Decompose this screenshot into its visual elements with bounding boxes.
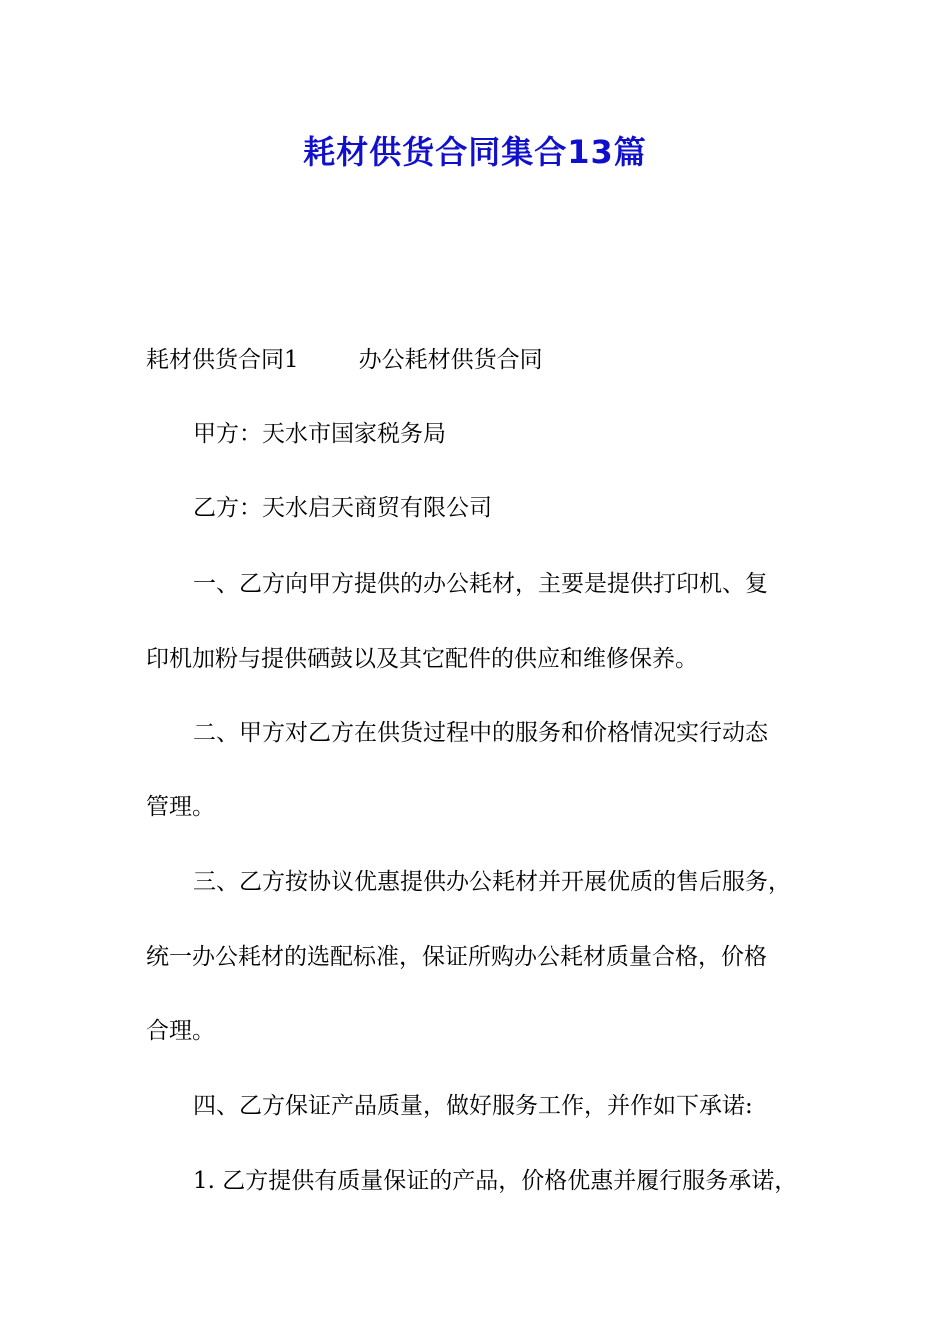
clause-1-line-1: 一、乙方向甲方提供的办公耗材，主要是提供打印机、复 [193,571,768,597]
party-b: 乙方：天水启天商贸有限公司 [193,495,492,521]
contract-name: 办公耗材供货合同 [358,347,543,373]
clause-1-line-2: 印机加粉与提供硒鼓以及其它配件的供应和维修保养。 [146,646,698,672]
clause-3-line-2: 统一办公耗材的选配标准，保证所购办公耗材质量合格，价格 [146,944,767,970]
clause-3-line-1: 三、乙方按协议优惠提供办公耗材并开展优质的售后服务， [193,869,791,895]
clause-2-line-1: 二、甲方对乙方在供货过程中的服务和价格情况实行动态 [193,720,768,746]
clause-4-line-1: 四、乙方保证产品质量，做好服务工作，并作如下承诺: [193,1093,753,1119]
clause-2-line-2: 管理。 [146,794,215,820]
document-title: 耗材供货合同集合13篇 [303,133,647,171]
contract-heading [146,343,816,377]
clause-4-item-1: 1. 乙方提供有质量保证的产品，价格优惠并履行服务承诺， [193,1168,798,1194]
clause-3-line-3: 合理。 [146,1018,215,1044]
party-a: 甲方：天水市国家税务局 [193,421,446,447]
contract-number: 耗材供货合同1 [146,347,299,373]
